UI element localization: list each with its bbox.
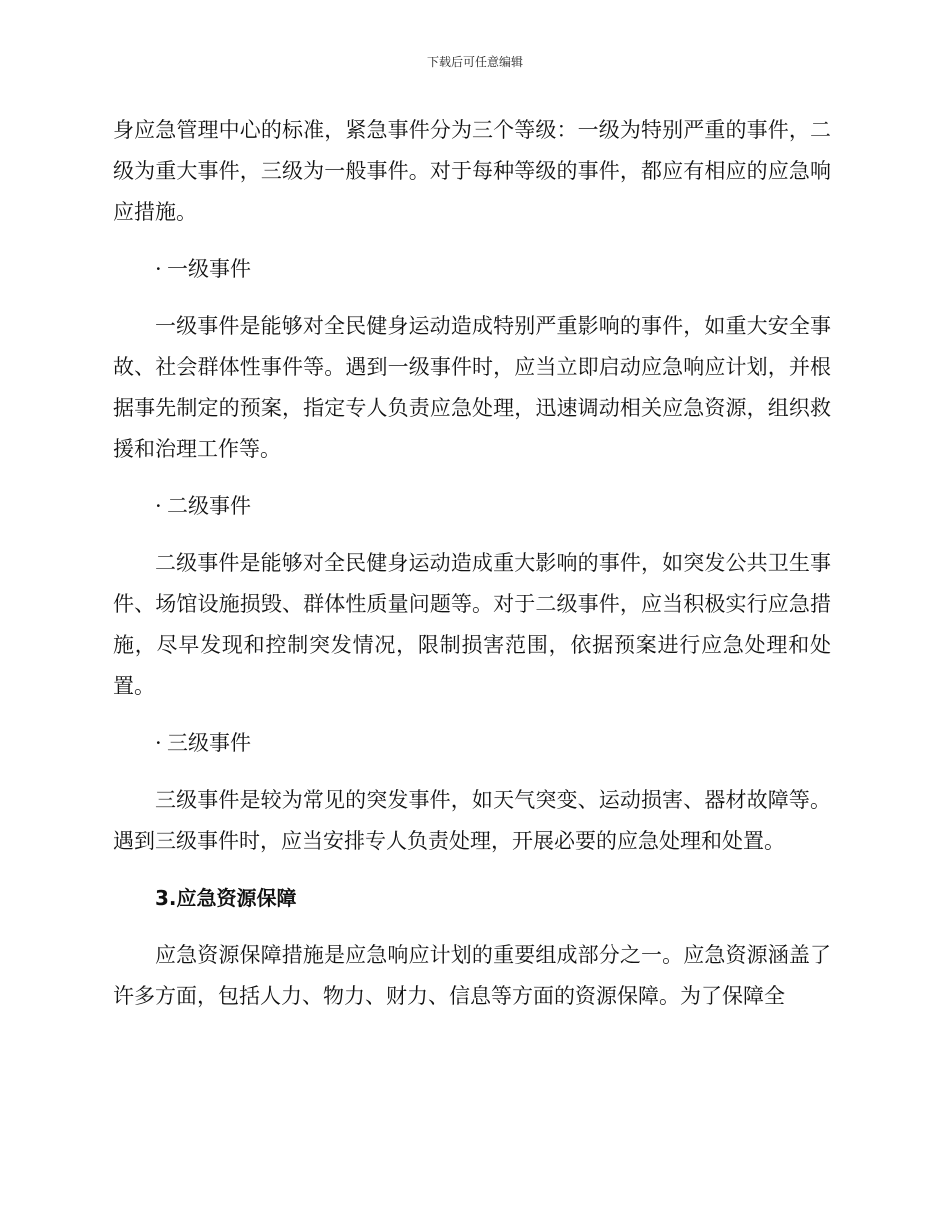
intro-paragraph: 身应急管理中心的标准，紧急事件分为三个等级：一级为特别严重的事件，二级为重大事件，三级为一般事件。对于每种等级的事件，都应有相应的应急响应措施。	[113, 118, 831, 224]
document-body	[113, 110, 831, 1033]
level1-title: 一级事件	[167, 257, 251, 281]
bullet-dot: ·	[155, 257, 162, 281]
level1-bullet-item	[113, 249, 831, 290]
level3-paragraph: 三级事件是较为常见的突发事件，如天气突变、运动损害、器材故障等。遇到三级事件时，应当安排专人负责处理，开展必要的应急处理和处置。	[113, 788, 831, 853]
level2-title: 二级事件	[167, 494, 251, 518]
page-header-note: 下载后可任意编辑	[426, 55, 523, 69]
level3-bullet-item	[113, 723, 831, 764]
section3-paragraph: 应急资源保障措施是应急响应计划的重要组成部分之一。应急资源涵盖了许多方面，包括人力、物力、财力、信息等方面的资源保障。为了保障全	[113, 943, 831, 1008]
bullet-dot: ·	[155, 731, 162, 755]
level2-paragraph: 二级事件是能够对全民健身运动造成重大影响的事件，如突发公共卫生事件、场馆设施损毁、群体性质量问题等。对于二级事件，应当积极实行应急措施，尽早发现和控制突发情况，限制损害范围，依据预案进行应急处理和处置。	[113, 551, 831, 698]
section-heading: 3.应急资源保障	[155, 886, 297, 910]
level3-title: 三级事件	[167, 731, 251, 755]
bullet-dot: ·	[155, 494, 162, 518]
level2-bullet-item	[113, 486, 831, 527]
level1-paragraph: 一级事件是能够对全民健身运动造成特别严重影响的事件，如重大安全事故、社会群体性事件等。遇到一级事件时，应当立即启动应急响应计划，并根据事先制定的预案，指定专人负责应急处理，迅速调动相关应急资源，组织救援和治理工作等。	[113, 314, 831, 461]
